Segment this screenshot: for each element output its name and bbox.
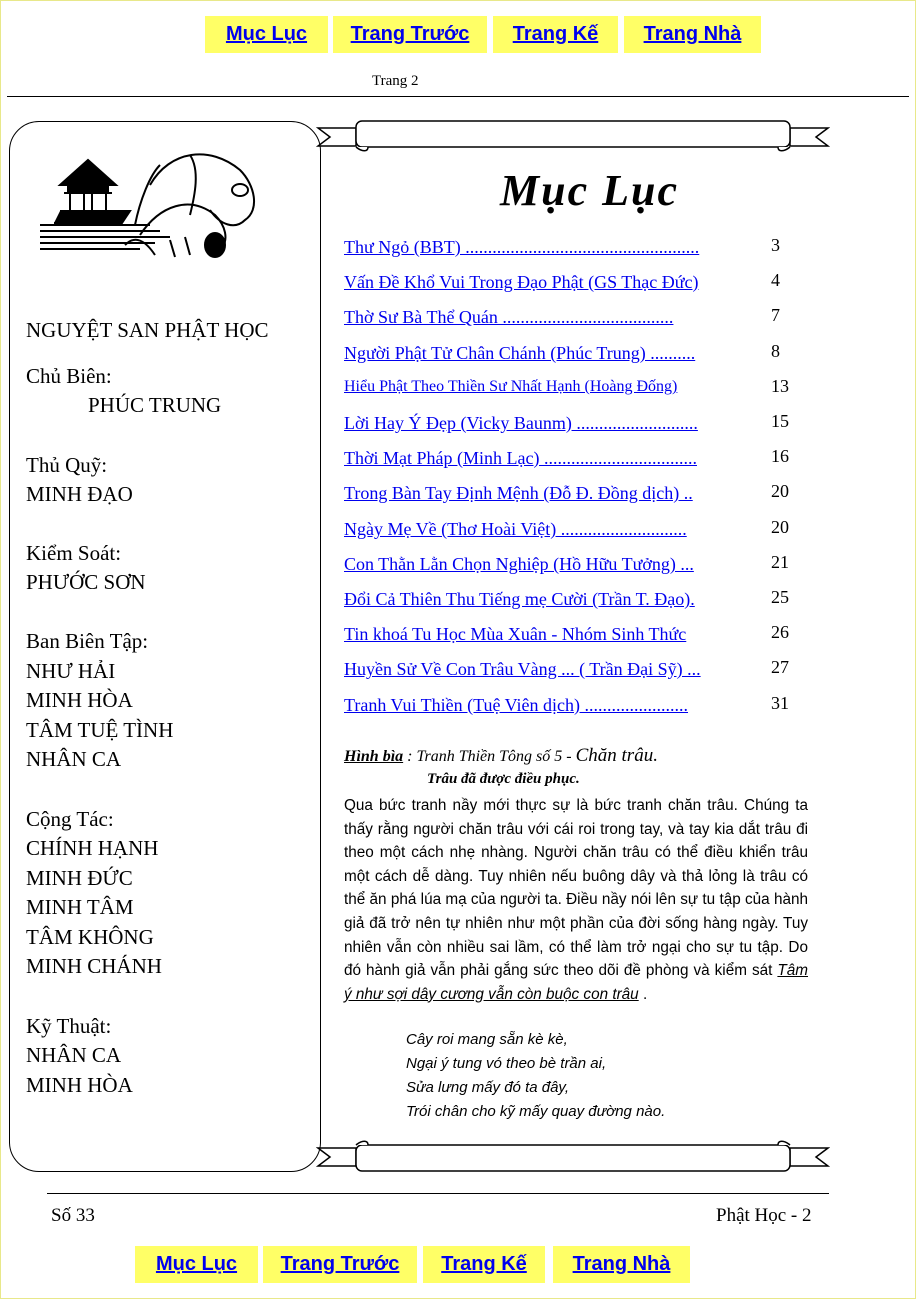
contributor: MINH ĐỨC: [26, 866, 133, 890]
nav-toc-button[interactable]: Mục Lục: [205, 16, 328, 53]
toc-page-number: 27: [771, 657, 789, 677]
scroll-banner-top: [316, 118, 830, 154]
toc-entry-link[interactable]: Lời Hay Ý Đẹp (Vicky Baunm) ...........................: [344, 413, 698, 433]
toc-entry-link[interactable]: Con Thằn Lằn Chọn Nghiệp (Hồ Hữu Tưởng) ...: [344, 554, 694, 574]
chief-name: PHÚC TRUNG: [88, 393, 222, 417]
poem-line: Cây roi mang sẵn kè kè,: [406, 1031, 568, 1048]
top-divider: [7, 96, 909, 97]
description-emphasis: Tâm ý như sợi dây cương vẫn còn buộc con trâu: [344, 962, 808, 1003]
toc-page-number: 20: [771, 481, 789, 501]
toc-entry-link[interactable]: Người Phật Tử Chân Chánh (Phúc Trung) ..........: [344, 343, 696, 363]
toc-page-number: 31: [771, 693, 789, 713]
cover-text: : Tranh Thiền Tông số 5 -: [403, 748, 576, 765]
tech-label: Kỹ Thuật:: [26, 1014, 112, 1038]
contrib-label: Cộng Tác:: [26, 807, 114, 831]
page-label: Trang 2: [372, 73, 419, 89]
nav-home-button[interactable]: Trang Nhà: [553, 1246, 690, 1283]
toc-entry-link[interactable]: Thờ Sư Bà Thể Quán ......................................: [344, 307, 674, 327]
toc-page-number: 26: [771, 622, 789, 642]
toc-page-number: 3: [771, 235, 780, 255]
toc-entry-link[interactable]: Đổi Cả Thiên Thu Tiếng mẹ Cười (Trần T. Đạo).: [344, 589, 695, 609]
controller-label: Kiểm Soát:: [26, 541, 122, 565]
toc-entry-link[interactable]: Tranh Vui Thiền (Tuệ Viên dịch) .......................: [344, 695, 689, 715]
toc-entry-link[interactable]: Thời Mạt Pháp (Minh Lạc) ..................................: [344, 448, 697, 468]
issue-number: Số 33: [51, 1205, 95, 1226]
board-member: NHÂN CA: [26, 747, 122, 771]
contributor: TÂM KHÔNG: [26, 925, 154, 949]
toc-title: Mục Lục: [500, 166, 679, 215]
treasurer-name: MINH ĐẠO: [26, 482, 133, 506]
toc-entry-link[interactable]: Huyền Sử Về Con Trâu Vàng ... ( Trần Đại Sỹ) ...: [344, 659, 701, 679]
nav-home-button[interactable]: Trang Nhà: [624, 16, 761, 53]
bottom-divider: [47, 1193, 829, 1194]
toc-entry-link[interactable]: Vấn Đề Khổ Vui Trong Đạo Phật (GS Thạc Đức): [344, 272, 699, 292]
toc-entry-link[interactable]: Ngày Mẹ Về (Thơ Hoài Việt) ............................: [344, 519, 687, 539]
description-text: Qua bức tranh nầy mới thực sự là bức tranh chăn trâu. Chúng ta thấy rằng người chăn trâu với cái roi trong tay, và tay kia dắt trâu đi theo một cách nhẹ nhàng. Người chăn trâu có thể điều khiển trâu một cách dễ dàng. Tuy nhiên nếu buông dây và thả lỏng là trâu có thể ăn phá lúa mạ của người ta. Điều nầy nói lên sự tu tập của hành giả đã trở nên tự nhiên như một phần của đời sống hàng ngày. Tuy nhiên vẫn còn nhiều sai lầm, có thể làm trở ngại cho sự tu tập. Do đó hành giả vẫn phải gắng sức theo dõi đề phòng và kiểm sát: [344, 797, 808, 980]
cover-caption: [344, 745, 658, 767]
contributor: MINH CHÁNH: [26, 954, 162, 978]
masthead-title: NGUYỆT SAN PHẬT HỌC: [26, 318, 269, 342]
tech-member: NHÂN CA: [26, 1043, 122, 1067]
description-end: .: [638, 985, 648, 1003]
nav-prev-button[interactable]: Trang Trước: [263, 1246, 417, 1283]
nav-next-button[interactable]: Trang Kế: [493, 16, 618, 53]
controller-name: PHƯỚC SƠN: [26, 570, 146, 594]
nav-toc-button[interactable]: Mục Lục: [135, 1246, 258, 1283]
toc-page-number: 7: [771, 305, 780, 325]
contributor: MINH TÂM: [26, 895, 134, 919]
pagoda-tree-illustration: [40, 145, 270, 260]
tech-member: MINH HÒA: [26, 1073, 133, 1097]
poem-line: Trói chân cho kỹ mấy quay đường nào.: [406, 1103, 666, 1120]
board-member: NHƯ HẢI: [26, 659, 116, 683]
contributor: CHÍNH HẠNH: [26, 836, 159, 860]
nav-prev-button[interactable]: Trang Trước: [333, 16, 487, 53]
poem-line: Sửa lưng mấy đó ta đây,: [406, 1079, 569, 1096]
toc-entry-link[interactable]: Tin khoá Tu Học Mùa Xuân - Nhóm Sinh Thức: [344, 624, 687, 644]
toc-page-number: 4: [771, 270, 780, 290]
toc-entry-link[interactable]: Thư Ngỏ (BBT) ....................................................: [344, 237, 700, 257]
toc-page-number: 25: [771, 587, 789, 607]
toc-page-number: 20: [771, 517, 789, 537]
cover-description: [344, 794, 808, 1006]
nav-next-button[interactable]: Trang Kế: [423, 1246, 545, 1283]
cover-subtitle: Trâu đã được điều phục.: [427, 771, 580, 787]
toc-entry-link[interactable]: Hiểu Phật Theo Thiền Sư Nhất Hạnh (Hoàng Đống): [344, 378, 678, 395]
board-label: Ban Biên Tập:: [26, 629, 149, 653]
toc-page-number: 16: [771, 446, 789, 466]
toc-entry-link[interactable]: Trong Bàn Tay Định Mệnh (Đỗ Đ. Đồng dịch) ..: [344, 483, 693, 503]
toc-page-number: 8: [771, 341, 780, 361]
treasurer-label: Thủ Quỹ:: [26, 453, 108, 477]
cover-title: Chăn trâu.: [575, 745, 658, 766]
footer-page: Phật Học - 2: [716, 1205, 812, 1226]
toc-page-number: 13: [771, 376, 789, 396]
toc-page-number: 15: [771, 411, 789, 431]
scroll-banner-bottom: [316, 1138, 830, 1174]
toc-page-number: 21: [771, 552, 789, 572]
board-member: MINH HÒA: [26, 688, 133, 712]
cover-label: Hình bìa: [344, 748, 404, 765]
poem-line: Ngại ý tung vó theo bè trần ai,: [406, 1055, 607, 1072]
chief-label: Chủ Biên:: [26, 364, 112, 388]
board-member: TÂM TUỆ TÌNH: [26, 718, 174, 742]
